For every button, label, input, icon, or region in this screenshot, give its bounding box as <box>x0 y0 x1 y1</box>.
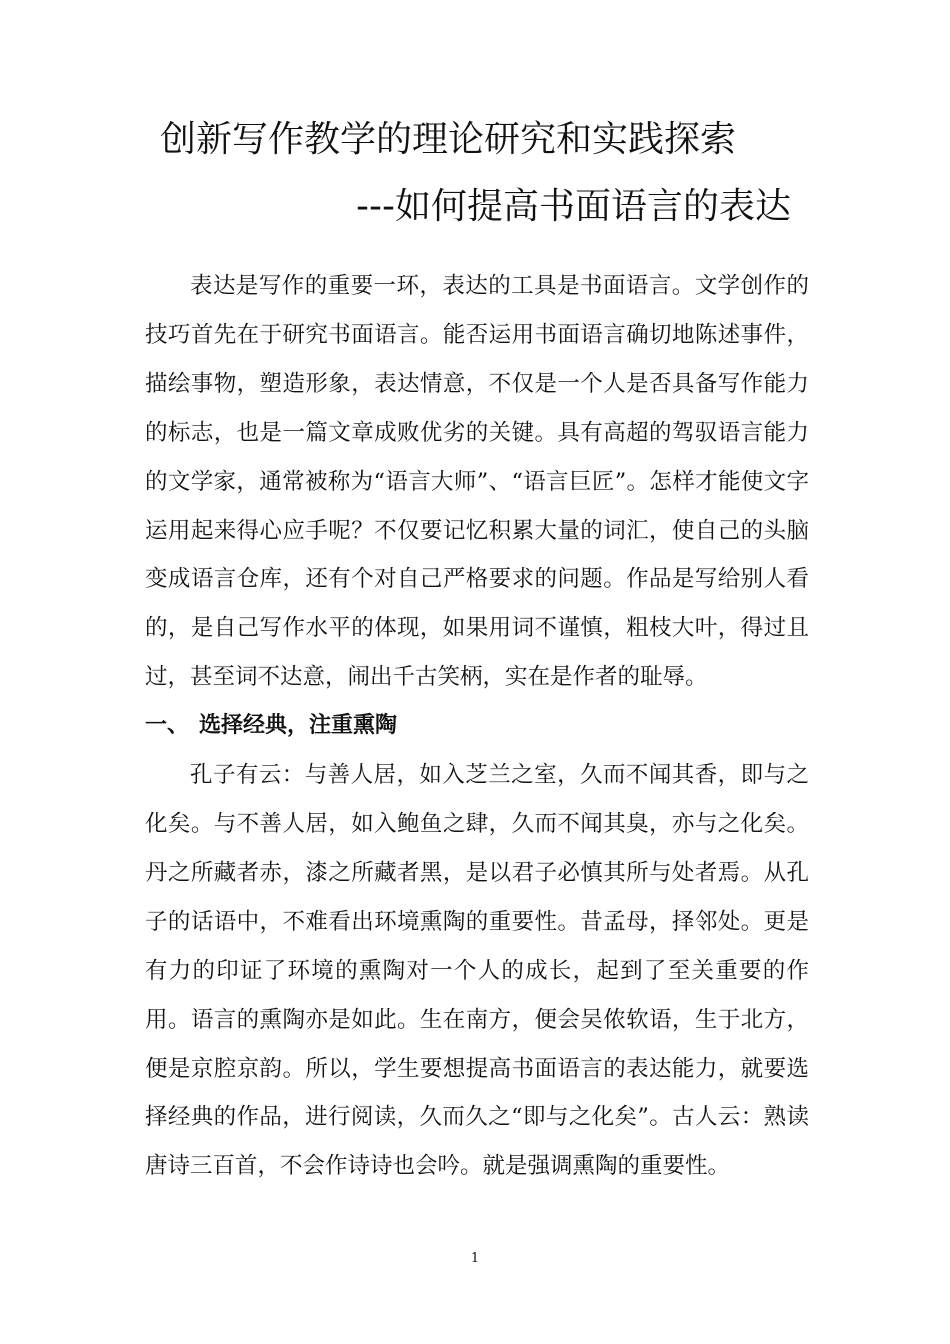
section-title: 选择经典，注重熏陶 <box>199 713 398 739</box>
section-paragraph: 孔子有云：与善人居，如入芝兰之室，久而不闻其香，即与之化矣。与不善人居，如入鲍鱼之肆，久而不闻其臭，亦与之化矣。丹之所藏者赤，漆之所藏者黑，是以君子必慎其所与处者焉。从孔子的话语中，不难看出环境熏陶的重要性。昔孟母，择邻处。更是有力的印证了环境的熏陶对一个人的成长，起到了至关重要的作用。语言的熏陶亦是如此。生在南方，便会吴侬软语，生于北方，便是京腔京韵。所以，学生要想提高书面语言的表达能力，就要选择经典的作品，进行阅读，久而久之“即与之化矣”。古人云：熟读唐诗三百首，不会作诗诗也会吟。就是强调熏陶的重要性。 <box>145 762 809 1180</box>
section-number: 一、 <box>145 713 190 739</box>
intro-paragraph: 表达是写作的重要一环，表达的工具是书面语言。文学创作的技巧首先在于研究书面语言。能否运用书面语言确切地陈述事件，描绘事物，塑造形象，表达情意，不仅是一个人是否具备写作能力的标志，也是一篇文章成败优劣的关键。具有高超的驾驭语言能力的文学家，通常被称为“语言大师”、“语言巨匠”。怎样才能使文字运用起来得心应手呢？不仅要记忆积累大量的词汇，使自己的头脑变成语言仓库，还有个对自己严格要求的问题。作品是写给别人看的，是自己写作水平的体现，如果用词不谨慎，粗枝大叶，得过且过，甚至词不达意，闹出千古笑柄，实在是作者的耻辱。 <box>145 273 809 691</box>
page-number: 1 <box>470 1251 480 1266</box>
document-body <box>145 262 809 1191</box>
document-subtitle: ---如何提高书面语言的表达 <box>356 186 791 227</box>
document-title: 创新写作教学的理论研究和实践探索 <box>160 119 737 160</box>
section-heading <box>145 702 809 751</box>
